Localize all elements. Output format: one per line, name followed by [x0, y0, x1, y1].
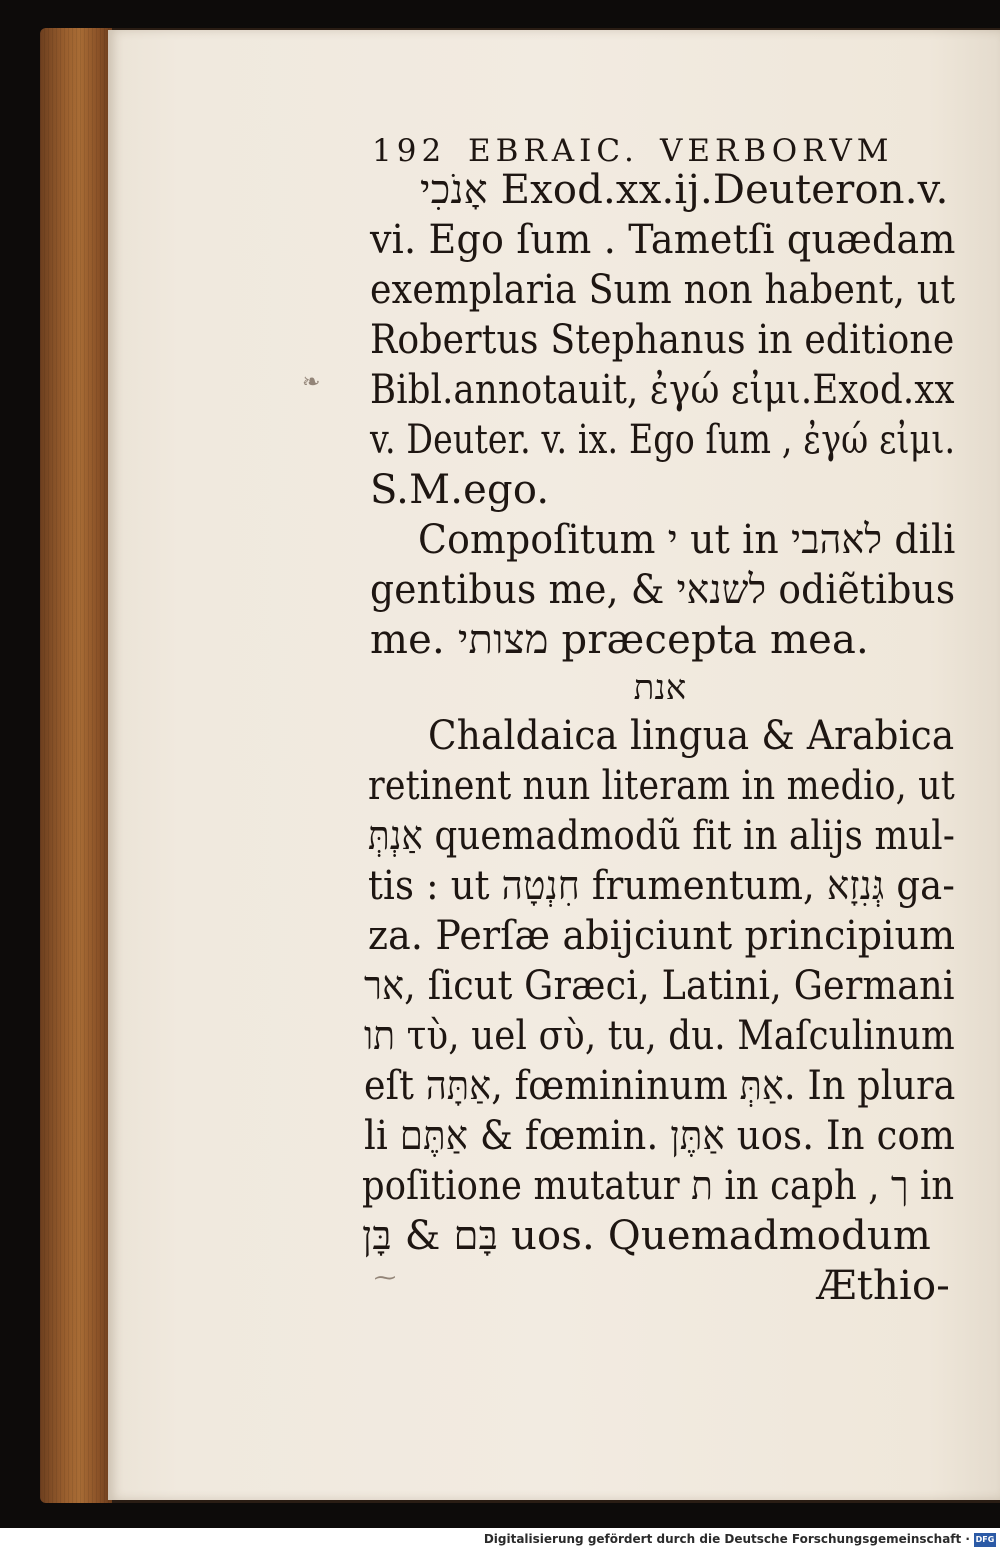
ink-smudge: ⁓: [374, 1266, 396, 1291]
text-line: za. Perſæ abijciunt principium: [368, 913, 956, 959]
text-line: Chaldaica lingua & Arabica: [428, 713, 955, 759]
text-line: אָנֹכִי Exod.xx.ij.Deuteron.v.: [420, 167, 949, 213]
dfg-logo-icon: DFG: [974, 1533, 996, 1547]
catchword: Æthio-: [816, 1263, 950, 1309]
page-number: 192: [372, 133, 447, 169]
text-line: eſt אַתָּה, fœmininum אַתְּ. In plura: [364, 1063, 956, 1109]
footer-bar: [0, 1528, 1000, 1554]
text-line: li אַתֶּם & fœmin. אַתֶּן uos. In com: [364, 1113, 956, 1159]
text-line: Compoſitum י ut in לאהבי dili: [418, 517, 956, 563]
text-line: אַנְתְּ quemadmodũ fit in alijs mul-: [368, 813, 955, 859]
text-line: תו τὺ, uel σὺ, tu, du. Maſculinum: [364, 1013, 955, 1059]
running-head-right: VERBORVM: [660, 133, 894, 169]
text-line: retinent nun literam in medio, ut: [368, 763, 955, 809]
text-line: Bibl.annotauit, ἐγώ εἰμι.Exod.xx: [370, 367, 955, 413]
fore-edge: [40, 28, 112, 1503]
section-heading: אנת: [633, 668, 687, 708]
text-line: exemplaria Sum non habent, ut: [370, 267, 956, 313]
ink-smudge: ❧: [302, 370, 321, 395]
text-line: gentibus me, & לשנאי odiẽtibus: [370, 567, 956, 613]
text-line: v. Deuter. v. ix. Ego ſum , ἐγώ εἰμι.: [370, 417, 956, 463]
text-line: poſitione mutatur ת in caph , ך in: [362, 1163, 955, 1209]
text-line: אר, ſicut Græci, Latini, Germani: [364, 963, 955, 1009]
text-line: בָּם & בָּן uos. Quemadmodum: [362, 1213, 931, 1259]
running-head-left: EBRAIC.: [468, 133, 639, 169]
text-line: me. מצותי præcepta mea.: [370, 617, 869, 663]
text-line: tis : ut חִנְטָה frumentum, גְּנִזָא ga-: [368, 863, 956, 909]
text-line: vi. Ego ſum . Tametſi quædam: [370, 217, 956, 263]
footer-credit: Digitalisierung gefördert durch die Deutsche Forschungsgemeinschaft ·: [483, 1532, 970, 1546]
text-line: S.M.ego.: [370, 467, 550, 513]
text-line: Robertus Stephanus in editione: [370, 317, 955, 363]
